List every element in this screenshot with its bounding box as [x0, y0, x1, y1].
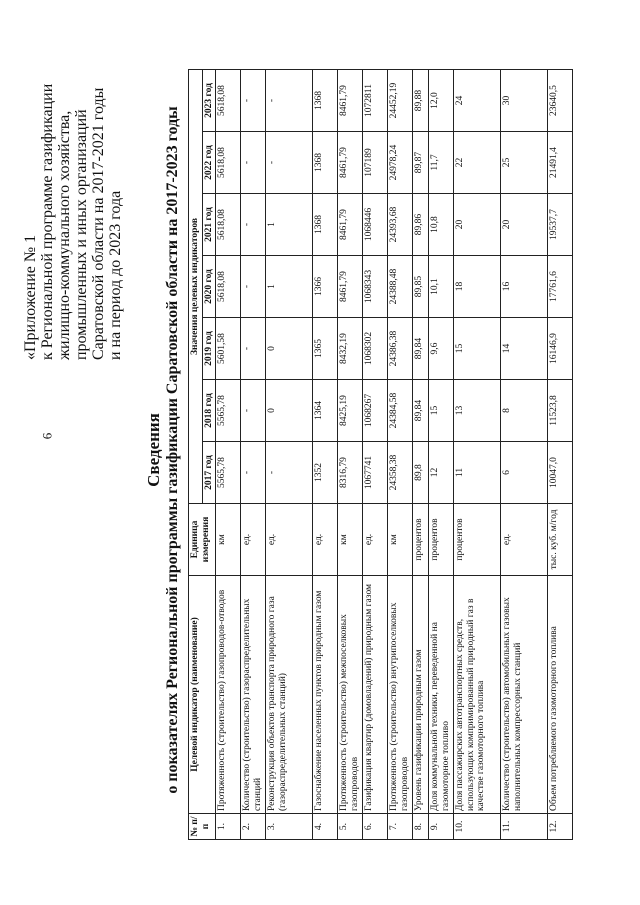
row-value: 25 [501, 132, 548, 194]
row-value: 10047,0 [548, 442, 573, 504]
row-value: 19537,7 [548, 194, 573, 256]
row-unit: ед. [313, 504, 338, 576]
row-indicator: Протяженность (строительство) газопроводов-отводов [216, 576, 241, 814]
row-value: 5618,08 [216, 194, 241, 256]
row-value: 14 [501, 318, 548, 380]
row-indicator: Объем потребляемого газомоторного топлива [548, 576, 573, 814]
appendix-line: и на период до 2023 года [107, 190, 124, 360]
row-value: 89,88 [413, 69, 429, 131]
row-value: 89,84 [413, 380, 429, 442]
table-row [241, 69, 266, 839]
table-row [454, 69, 501, 839]
row-value: - [241, 380, 266, 442]
row-value: 22 [454, 132, 501, 194]
row-indicator: Количество (строительство) автомобильных газовых наполнительных компрессорных станций [501, 576, 548, 814]
row-value: 8 [501, 380, 548, 442]
header-year: 2019 год [202, 318, 216, 380]
row-value: 5565,78 [216, 380, 241, 442]
row-indicator: Реконструкция объектов транспорта природного газа (газораспределительных станций) [266, 576, 313, 814]
row-value: 12,0 [429, 69, 454, 131]
row-indicator: Количество (строительство) газораспределительных станций [241, 576, 266, 814]
appendix-line: к Региональной программе газификации [39, 83, 56, 360]
row-value: 11 [454, 442, 501, 504]
row-indicator: Уровень газификации природным газом [413, 576, 429, 814]
row-unit: км [388, 504, 413, 576]
table-row [429, 69, 454, 839]
row-unit: ед. [363, 504, 388, 576]
row-number: 7. [388, 814, 413, 840]
header-indicator: Целевой индикатор (наименование) [189, 576, 216, 814]
row-value: 5618,08 [216, 132, 241, 194]
table-row [313, 69, 338, 839]
row-value: 20 [501, 194, 548, 256]
row-value: 15 [429, 380, 454, 442]
row-value: 5618,08 [216, 256, 241, 318]
row-unit: процентов [429, 504, 454, 576]
row-value: - [241, 194, 266, 256]
row-value: 12 [429, 442, 454, 504]
row-value: 8461,79 [338, 194, 363, 256]
row-value: 6 [501, 442, 548, 504]
row-value: 1352 [313, 442, 338, 504]
row-unit: тыс. куб. м/год [548, 504, 573, 576]
row-value: 24384,58 [388, 380, 413, 442]
row-value: 1068302 [363, 318, 388, 380]
row-value: 5618,08 [216, 69, 241, 131]
row-unit: км [338, 504, 363, 576]
row-value: 9,6 [429, 318, 454, 380]
document-title [144, 20, 182, 880]
row-value: - [241, 318, 266, 380]
row-value: 1364 [313, 380, 338, 442]
row-value: 0 [266, 380, 313, 442]
appendix-line: жилищно-коммунального хозяйства, [56, 110, 73, 360]
row-value: 13 [454, 380, 501, 442]
row-value: 89,86 [413, 194, 429, 256]
row-value: 89,87 [413, 132, 429, 194]
row-indicator: Доля пассажирских автотранспортных средств, использующих компримированный природный газ в качестве газомоторного топлива [454, 576, 501, 814]
row-value: 8432,19 [338, 318, 363, 380]
row-value: 5601,58 [216, 318, 241, 380]
row-number: 12. [548, 814, 573, 840]
row-value: 30 [501, 69, 548, 131]
appendix-line: промышленных и иных организаций [73, 109, 90, 360]
row-value: 18 [454, 256, 501, 318]
table-row [501, 69, 548, 839]
row-number: 4. [313, 814, 338, 840]
row-value: 17761,6 [548, 256, 573, 318]
row-value: 89,8 [413, 442, 429, 504]
row-indicator: Протяженность (строительство) межпоселковых газопроводов [338, 576, 363, 814]
table-row [338, 69, 363, 839]
row-value: 1 [266, 256, 313, 318]
row-value: 89,85 [413, 256, 429, 318]
appendix-line: Саратовской области на 2017-2021 годы [90, 87, 107, 360]
row-number: 1. [216, 814, 241, 840]
table-row [363, 69, 388, 839]
row-value: 1366 [313, 256, 338, 318]
row-value: 8461,79 [338, 132, 363, 194]
row-value: - [241, 442, 266, 504]
row-value: 8461,79 [338, 69, 363, 131]
row-value: 11523,8 [548, 380, 573, 442]
row-value: 24 [454, 69, 501, 131]
appendix-note [22, 35, 124, 360]
row-value: 8316,79 [338, 442, 363, 504]
table-row [413, 69, 429, 839]
row-value: 5565,78 [216, 442, 241, 504]
header-year: 2018 год [202, 380, 216, 442]
appendix-line: «Приложение № 1 [22, 234, 39, 360]
row-unit: ед. [266, 504, 313, 576]
row-indicator: Газоснабжение населенных пунктов природным газом [313, 576, 338, 814]
table-row [388, 69, 413, 839]
row-value: 23640,5 [548, 69, 573, 131]
header-values-group: Значения целевых индикаторов [189, 69, 203, 503]
table-row [266, 69, 313, 839]
row-indicator: Протяженность (строительство) внутрипоселковых газопроводов [388, 576, 413, 814]
row-value: 16 [501, 256, 548, 318]
header-year: 2020 год [202, 256, 216, 318]
row-value: 24358,38 [388, 442, 413, 504]
row-value: 0 [266, 318, 313, 380]
row-value: 1068343 [363, 256, 388, 318]
row-number: 11. [501, 814, 548, 840]
row-value: 11,7 [429, 132, 454, 194]
row-value: 24393,68 [388, 194, 413, 256]
row-value: 1368 [313, 194, 338, 256]
header-num: № п/п [189, 814, 216, 840]
row-value: 1072811 [363, 69, 388, 131]
row-indicator: Доля коммунальной техники, переведенной на газомоторное топливо [429, 576, 454, 814]
row-value: 20 [454, 194, 501, 256]
row-value: 8461,79 [338, 256, 363, 318]
row-value: - [241, 132, 266, 194]
row-value: 10,1 [429, 256, 454, 318]
row-value: 16146,9 [548, 318, 573, 380]
row-number: 3. [266, 814, 313, 840]
row-value: 1368 [313, 69, 338, 131]
row-number: 9. [429, 814, 454, 840]
row-unit: ед. [501, 504, 548, 576]
row-number: 6. [363, 814, 388, 840]
header-year: 2021 год [202, 194, 216, 256]
header-year: 2023 год [202, 69, 216, 131]
row-value: 8425,19 [338, 380, 363, 442]
row-value: 24386,38 [388, 318, 413, 380]
row-value: 1368 [313, 132, 338, 194]
title-line-2: о показателях Региональной программы газификации Саратовской области на 2017-2023 годы [164, 106, 181, 794]
row-value: 1068446 [363, 194, 388, 256]
indicators-table [188, 69, 573, 840]
row-number: 5. [338, 814, 363, 840]
row-value: - [241, 69, 266, 131]
row-value: 107189 [363, 132, 388, 194]
row-value: - [266, 69, 313, 131]
row-value: 1365 [313, 318, 338, 380]
document-page [20, 20, 620, 880]
row-unit: процентов [413, 504, 429, 576]
row-value: 24388,48 [388, 256, 413, 318]
row-value: 1 [266, 194, 313, 256]
row-value: 24978,24 [388, 132, 413, 194]
table-row [216, 69, 241, 839]
row-value: 1068267 [363, 380, 388, 442]
row-number: 10. [454, 814, 501, 840]
row-unit: ед. [241, 504, 266, 576]
row-number: 2. [241, 814, 266, 840]
header-year: 2017 год [202, 442, 216, 504]
row-value: 21491,4 [548, 132, 573, 194]
header-unit: Единица измерения [189, 504, 216, 576]
header-year: 2022 год [202, 132, 216, 194]
row-value: - [266, 442, 313, 504]
table-row [548, 69, 573, 839]
row-value: 24452,19 [388, 69, 413, 131]
row-value: - [241, 256, 266, 318]
row-value: 15 [454, 318, 501, 380]
title-line-1: Сведения [144, 413, 163, 487]
row-value: 1067741 [363, 442, 388, 504]
row-unit: процентов [454, 504, 501, 576]
row-indicator: Газификация квартир (домовладений) природным газом [363, 576, 388, 814]
row-value: - [266, 132, 313, 194]
row-value: 10,8 [429, 194, 454, 256]
row-unit: км [216, 504, 241, 576]
row-value: 89,84 [413, 318, 429, 380]
row-number: 8. [413, 814, 429, 840]
page-number: 6 [39, 432, 55, 440]
